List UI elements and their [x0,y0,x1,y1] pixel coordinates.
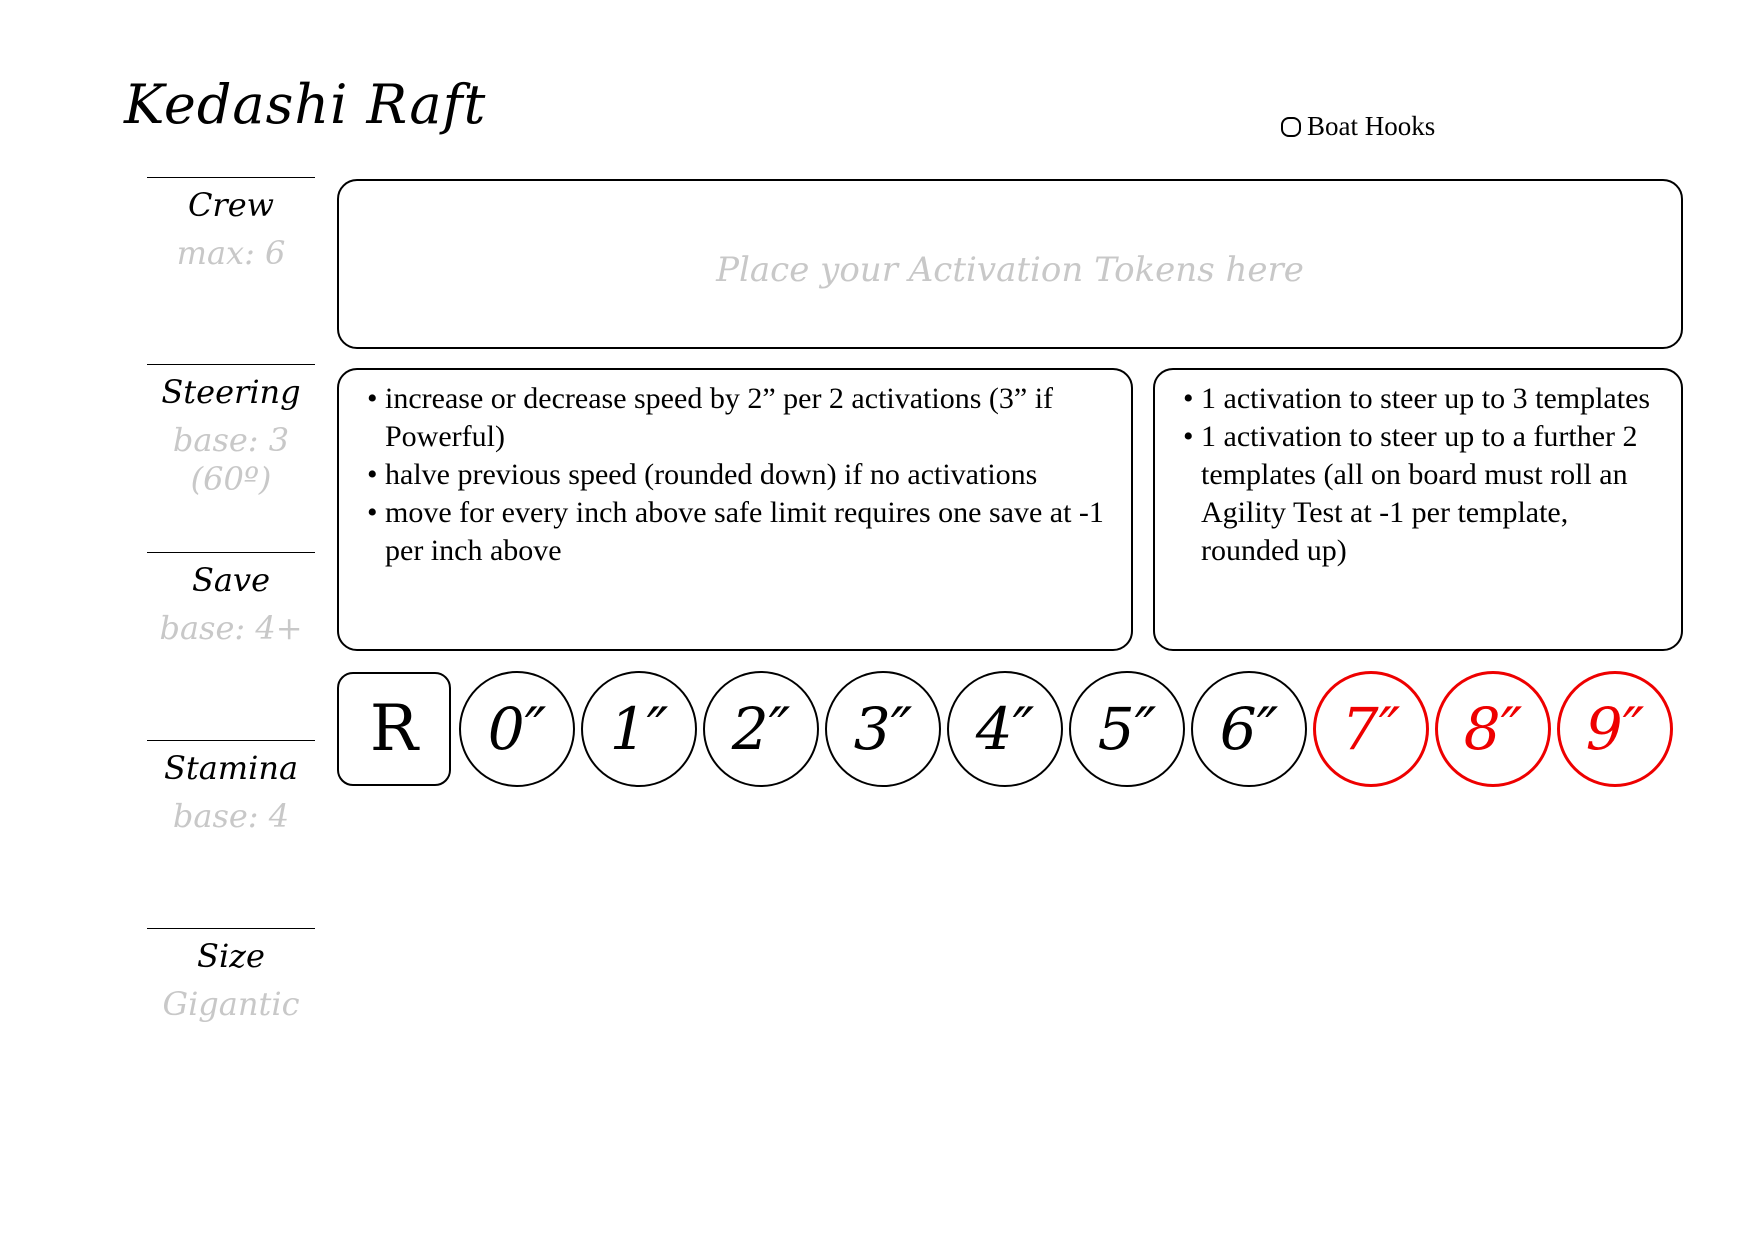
speed-circle-6[interactable]: 6″ [1191,671,1307,787]
stat-name: Crew [187,186,275,224]
steer-rule: • 1 activation to steer up to 3 templates [1183,380,1661,418]
steering-rules-panel [1153,368,1683,651]
upgrade-boat-hooks[interactable] [1281,111,1435,142]
speed-circle-8[interactable]: 8″ [1435,671,1551,787]
speed-circle-5[interactable]: 5″ [1069,671,1185,787]
speed-circle-0[interactable]: 0″ [459,671,575,787]
speed-circle-9[interactable]: 9″ [1557,671,1673,787]
stat-value: base: 4 [172,797,290,836]
speed-rules-panel [337,368,1133,651]
stat-stamina [147,740,315,836]
steer-rule: • 1 activation to steer up to a further 2 templates (all on board must roll an Agility Test at -1 per template, rounded up) [1183,418,1661,570]
tokens-placeholder: Place your Activation Tokens here [716,250,1304,290]
upgrade-label: Boat Hooks [1307,111,1436,141]
speed-track [337,671,1679,787]
speed-rule: • increase or decrease speed by 2” per 2 activations (3” if Powerful) [367,380,1111,456]
stat-name: Save [191,561,270,599]
page-title: Kedashi Raft [124,73,487,136]
speed-circle-4[interactable]: 4″ [947,671,1063,787]
speed-rule: • halve previous speed (rounded down) if no activations [367,456,1111,494]
speed-rule: • move for every inch above safe limit requires one save at -1 per inch above [367,494,1111,570]
stat-value: base: 3 (60º) [172,421,290,498]
upgrade-checkbox[interactable] [1281,117,1301,137]
stat-name: Steering [161,373,301,411]
speed-circle-2[interactable]: 2″ [703,671,819,787]
stat-save [147,552,315,648]
stat-value: Gigantic [162,985,300,1024]
stat-size [147,928,315,1024]
reset-box[interactable]: R [337,672,451,786]
stat-steering [147,364,315,498]
activation-token-area[interactable] [337,179,1683,349]
stat-crew [147,177,315,273]
stat-name: Size [197,937,265,975]
stat-value: base: 4+ [159,609,303,648]
speed-circle-1[interactable]: 1″ [581,671,697,787]
stat-name: Stamina [163,749,299,787]
stat-value: max: 6 [176,234,286,273]
speed-circle-7[interactable]: 7″ [1313,671,1429,787]
speed-circle-3[interactable]: 3″ [825,671,941,787]
